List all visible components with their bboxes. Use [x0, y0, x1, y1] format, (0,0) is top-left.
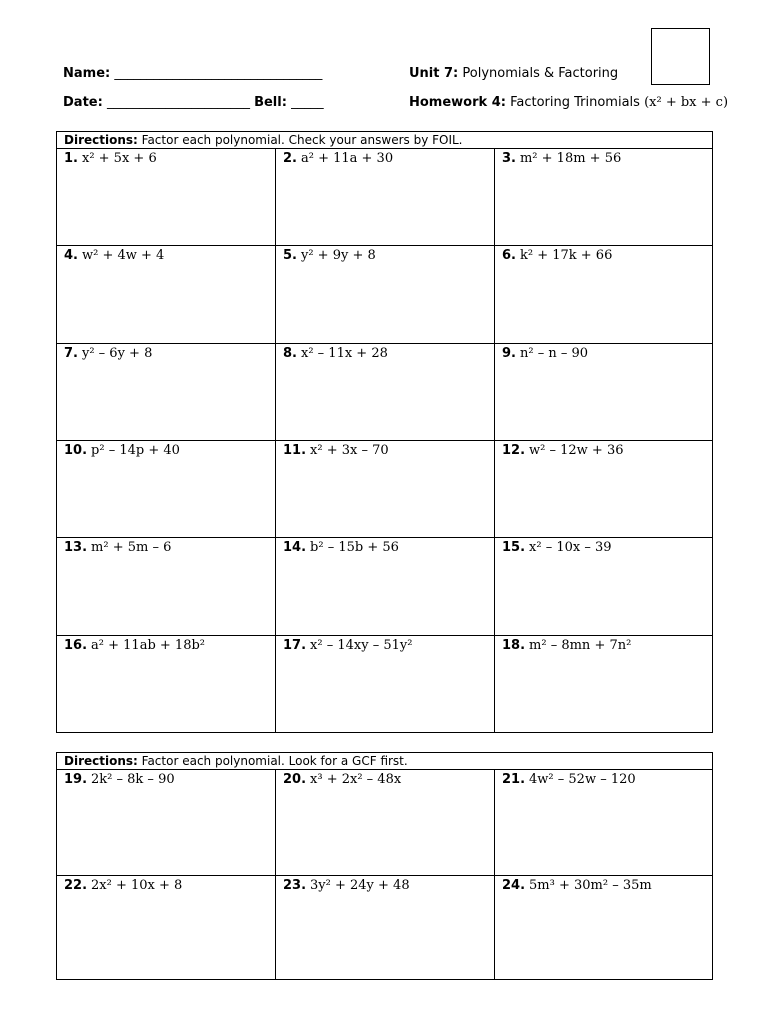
- problem-cell[interactable]: [276, 441, 495, 538]
- problem-cell[interactable]: [57, 876, 276, 979]
- homework-name: Factoring Trinomials: [510, 95, 640, 110]
- problem-expression: a² + 11ab + 18b²: [91, 637, 205, 653]
- date-label: Date:: [63, 95, 103, 110]
- date-blank[interactable]: ______________________: [106, 95, 250, 110]
- name-blank[interactable]: ________________________________: [114, 66, 323, 81]
- section-1: [56, 131, 713, 733]
- homework-title: [409, 95, 728, 110]
- problem-cell[interactable]: [57, 770, 276, 876]
- problem-cell[interactable]: [57, 344, 276, 441]
- section-2-directions: [57, 753, 712, 770]
- problem-cell[interactable]: [276, 636, 495, 733]
- section-1-directions: [57, 132, 712, 149]
- problem-expression: x² + 3x – 70: [310, 442, 389, 458]
- problem-cell[interactable]: [276, 344, 495, 441]
- problem-number: 20.: [283, 772, 307, 787]
- directions-label: Directions:: [64, 133, 138, 147]
- problem-expression: m² + 5m – 6: [91, 540, 172, 556]
- problem-cell[interactable]: [57, 636, 276, 733]
- problem-cell[interactable]: [276, 538, 495, 635]
- problem-expression: x³ + 2x² – 48x: [310, 772, 402, 787]
- problem-cell[interactable]: [495, 246, 712, 343]
- problem-number: 11.: [283, 442, 307, 458]
- problem-expression: 2k² – 8k – 90: [91, 772, 175, 787]
- problem-number: 13.: [64, 540, 88, 556]
- problem-cell[interactable]: [57, 246, 276, 343]
- problem-expression: y² + 9y + 8: [300, 248, 376, 264]
- unit-label: Unit 7:: [409, 66, 459, 81]
- problem-number: 3.: [502, 151, 516, 166]
- section-2: [56, 752, 713, 980]
- directions-text: Factor each polynomial. Look for a GCF first.: [141, 754, 408, 768]
- problem-number: 5.: [283, 248, 297, 264]
- problem-cell[interactable]: [495, 538, 712, 635]
- problem-cell[interactable]: [495, 149, 712, 246]
- directions-text: Factor each polynomial. Check your answers by FOIL.: [141, 133, 463, 147]
- problem-expression: w² + 4w + 4: [81, 248, 165, 264]
- homework-formula: (x² + bx + c): [644, 95, 729, 110]
- bell-blank[interactable]: _____: [291, 95, 324, 110]
- problem-number: 9.: [502, 345, 516, 361]
- problem-cell[interactable]: [276, 246, 495, 343]
- problem-expression: x² – 14xy – 51y²: [310, 637, 413, 653]
- problem-number: 14.: [283, 540, 307, 556]
- name-line[interactable]: [63, 66, 322, 81]
- problem-number: 21.: [502, 772, 526, 787]
- problem-expression: b² – 15b + 56: [310, 540, 399, 556]
- problem-cell[interactable]: [495, 636, 712, 733]
- problem-number: 1.: [64, 151, 78, 166]
- problem-number: 24.: [502, 878, 526, 893]
- problem-number: 4.: [64, 248, 78, 264]
- problem-expression: m² + 18m + 56: [519, 151, 622, 166]
- problem-number: 17.: [283, 637, 307, 653]
- problem-expression: k² + 17k + 66: [519, 248, 613, 264]
- score-box[interactable]: [651, 28, 710, 85]
- problem-number: 23.: [283, 878, 307, 893]
- unit-name: Polynomials & Factoring: [462, 66, 619, 81]
- problem-number: 22.: [64, 878, 88, 893]
- homework-label: Homework 4:: [409, 95, 506, 110]
- problem-expression: x² + 5x + 6: [81, 151, 157, 166]
- problem-expression: n² – n – 90: [519, 345, 589, 361]
- problem-expression: p² – 14p + 40: [91, 442, 180, 458]
- problem-cell[interactable]: [276, 770, 495, 876]
- unit-title: [409, 66, 618, 81]
- problem-number: 8.: [283, 345, 297, 361]
- problem-expression: y² – 6y + 8: [81, 345, 153, 361]
- problem-expression: 2x² + 10x + 8: [91, 878, 183, 893]
- problem-number: 19.: [64, 772, 88, 787]
- problem-grid-2: [57, 770, 712, 979]
- problem-number: 18.: [502, 637, 526, 653]
- problem-cell[interactable]: [57, 149, 276, 246]
- name-label: Name:: [63, 66, 111, 81]
- problem-grid-1: [57, 149, 712, 733]
- problem-expression: 4w² – 52w – 120: [529, 772, 636, 787]
- problem-cell[interactable]: [495, 876, 712, 979]
- problem-cell[interactable]: [57, 441, 276, 538]
- problem-number: 2.: [283, 151, 297, 166]
- problem-cell[interactable]: [495, 344, 712, 441]
- problem-expression: 5m³ + 30m² – 35m: [529, 878, 652, 893]
- directions-label: Directions:: [64, 754, 138, 768]
- problem-expression: 3y² + 24y + 48: [310, 878, 410, 893]
- problem-number: 15.: [502, 540, 526, 556]
- problem-number: 6.: [502, 248, 516, 264]
- problem-number: 10.: [64, 442, 88, 458]
- problem-cell[interactable]: [57, 538, 276, 635]
- problem-cell[interactable]: [495, 441, 712, 538]
- problem-expression: x² – 11x + 28: [300, 345, 388, 361]
- problem-expression: m² – 8mn + 7n²: [529, 637, 632, 653]
- bell-label: Bell:: [254, 95, 287, 110]
- problem-cell[interactable]: [276, 876, 495, 979]
- problem-cell[interactable]: [276, 149, 495, 246]
- problem-number: 7.: [64, 345, 78, 361]
- problem-cell[interactable]: [495, 770, 712, 876]
- problem-expression: w² – 12w + 36: [529, 442, 624, 458]
- problem-expression: x² – 10x – 39: [529, 540, 612, 556]
- problem-expression: a² + 11a + 30: [300, 151, 394, 166]
- problem-number: 16.: [64, 637, 88, 653]
- date-line[interactable]: [63, 95, 324, 110]
- problem-number: 12.: [502, 442, 526, 458]
